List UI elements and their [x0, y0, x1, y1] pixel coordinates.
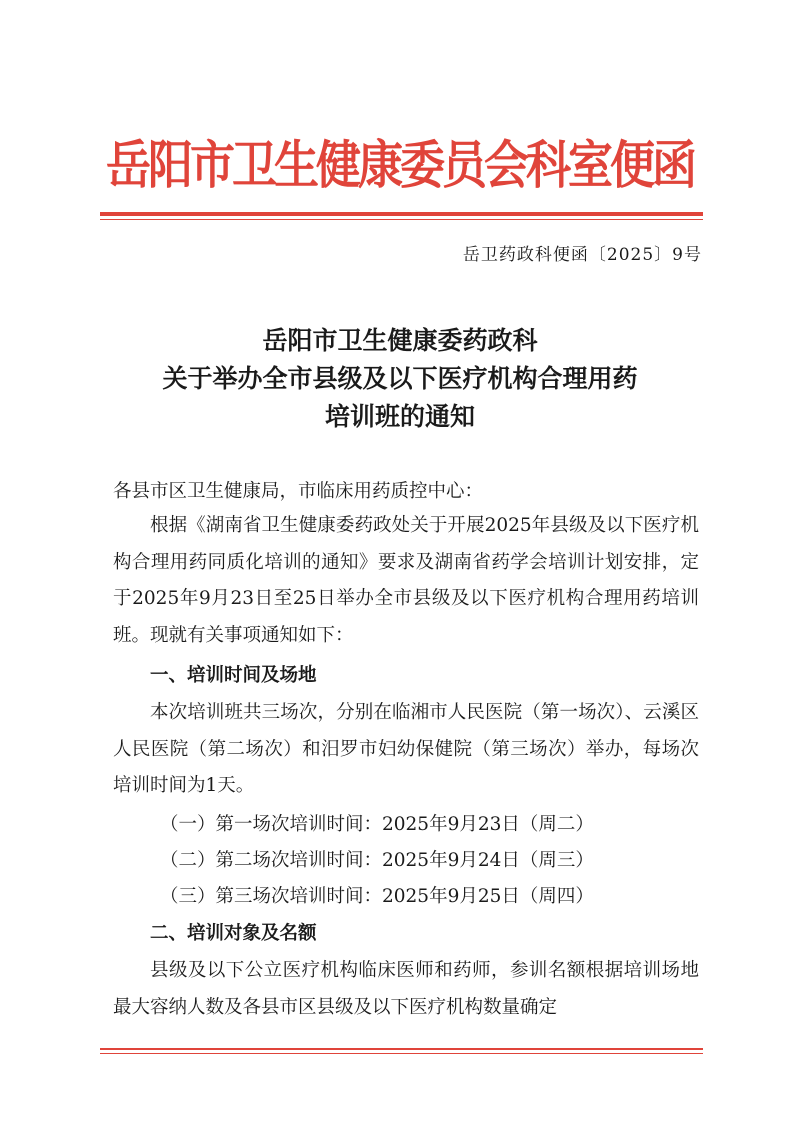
title-line-1: 岳阳市卫生健康委药政科: [262, 326, 538, 355]
footer-rule-thin: [100, 1053, 703, 1054]
section-2-paragraph: 县级及以下公立医疗机构临床医师和药师，参训名额根据培训场地最大容纳人数及各县市区县级及以下医疗机构数量确定: [113, 960, 699, 1018]
masthead-rule-thin: [100, 219, 703, 220]
section-heading-1: 一、培训时间及场地: [150, 665, 317, 686]
document-title: [100, 322, 700, 436]
intro-paragraph: 根据《湖南省卫生健康委药政处关于开展2025年县级及以下医疗机构合理用药同质化培训的通知》要求及湖南省药学会培训计划安排，定于2025年9月23日至25日举办全市县级及以下医疗机构合理用药培训班。现就有关事项通知如下：: [113, 515, 699, 646]
schedule-item-1: （一）第一场次培训时间：2025年9月23日（周二）: [160, 814, 594, 835]
document-number: 岳卫药政科便函〔2025〕9号: [462, 245, 702, 265]
schedule-item-3: （三）第三场次培训时间：2025年9月25日（周四）: [160, 886, 594, 907]
addressee: 各县市区卫生健康局，市临床用药质控中心：: [113, 481, 484, 502]
title-line-2: 关于举办全市县级及以下医疗机构合理用药: [162, 364, 638, 393]
masthead-title: 岳阳市卫生健康委员会科室便函: [105, 134, 694, 196]
schedule-item-2: （二）第二场次培训时间：2025年9月24日（周三）: [160, 850, 594, 871]
masthead-rule-thick: [100, 212, 703, 216]
title-line-3: 培训班的通知: [324, 402, 475, 431]
section-heading-2: 二、培训对象及名额: [150, 923, 317, 944]
footer-rule-thick: [100, 1048, 703, 1050]
section-1-paragraph: 本次培训班共三场次，分别在临湘市人民医院（第一场次）、云溪区人民医院（第二场次）和汨罗市妇幼保健院（第三场次）举办，每场次培训时间为1天。: [113, 702, 699, 796]
